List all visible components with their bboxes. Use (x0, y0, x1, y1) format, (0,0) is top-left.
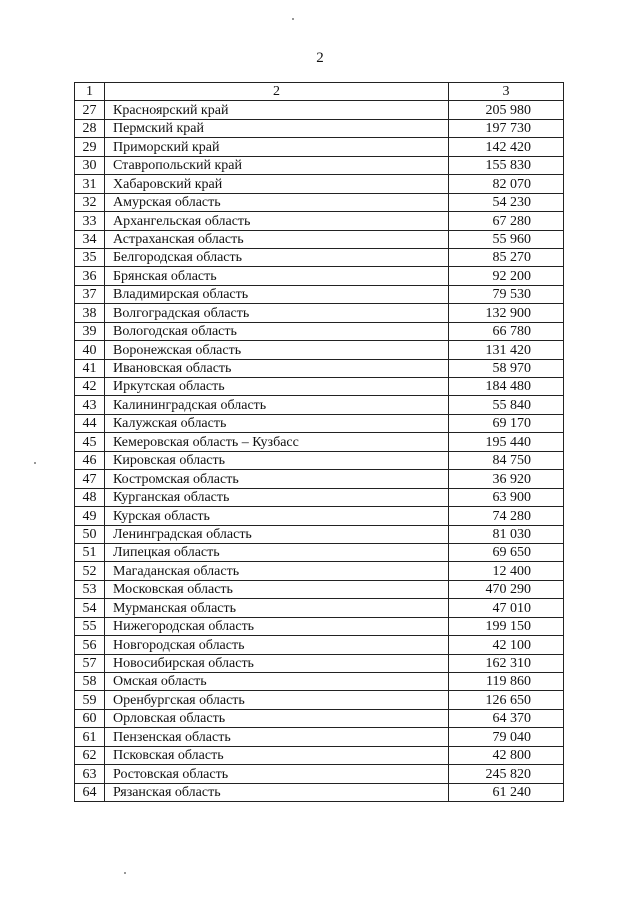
row-region-name: Ставропольский край (105, 156, 449, 174)
row-value: 126 650 (449, 691, 564, 709)
row-number: 50 (75, 525, 105, 543)
row-region-name: Красноярский край (105, 101, 449, 119)
row-region-name: Липецкая область (105, 543, 449, 561)
row-region-name: Хабаровский край (105, 175, 449, 193)
row-region-name: Пермский край (105, 119, 449, 137)
row-number: 28 (75, 119, 105, 137)
table-row (75, 119, 564, 137)
row-region-name: Ивановская область (105, 359, 449, 377)
row-value: 63 900 (449, 488, 564, 506)
row-value: 132 900 (449, 304, 564, 322)
row-region-name: Курская область (105, 507, 449, 525)
row-number: 34 (75, 230, 105, 248)
row-value: 64 370 (449, 709, 564, 727)
table-row (75, 709, 564, 727)
row-value: 61 240 (449, 783, 564, 801)
row-value: 84 750 (449, 451, 564, 469)
row-value: 142 420 (449, 138, 564, 156)
row-value: 67 280 (449, 212, 564, 230)
row-region-name: Новгородская область (105, 636, 449, 654)
row-number: 59 (75, 691, 105, 709)
row-number: 58 (75, 673, 105, 691)
row-region-name: Пензенская область (105, 728, 449, 746)
row-number: 31 (75, 175, 105, 193)
row-number: 64 (75, 783, 105, 801)
table-row (75, 507, 564, 525)
regions-table (74, 82, 564, 802)
row-region-name: Волгоградская область (105, 304, 449, 322)
row-value: 47 010 (449, 599, 564, 617)
row-region-name: Курганская область (105, 488, 449, 506)
row-number: 35 (75, 248, 105, 266)
row-number: 32 (75, 193, 105, 211)
table-row (75, 451, 564, 469)
row-value: 79 530 (449, 285, 564, 303)
table-row (75, 248, 564, 266)
row-value: 42 100 (449, 636, 564, 654)
table-row (75, 617, 564, 635)
row-value: 245 820 (449, 765, 564, 783)
row-number: 63 (75, 765, 105, 783)
row-region-name: Нижегородская область (105, 617, 449, 635)
row-value: 85 270 (449, 248, 564, 266)
row-region-name: Московская область (105, 580, 449, 598)
row-number: 47 (75, 470, 105, 488)
column-header-region: 2 (105, 83, 449, 101)
table-row (75, 599, 564, 617)
row-value: 74 280 (449, 507, 564, 525)
row-region-name: Псковская область (105, 746, 449, 764)
row-region-name: Костромская область (105, 470, 449, 488)
row-region-name: Белгородская область (105, 248, 449, 266)
row-number: 52 (75, 562, 105, 580)
row-number: 42 (75, 378, 105, 396)
row-number: 56 (75, 636, 105, 654)
row-number: 45 (75, 433, 105, 451)
row-number: 38 (75, 304, 105, 322)
row-value: 92 200 (449, 267, 564, 285)
row-value: 69 650 (449, 543, 564, 561)
table-row (75, 654, 564, 672)
row-value: 79 040 (449, 728, 564, 746)
row-number: 33 (75, 212, 105, 230)
row-region-name: Калужская область (105, 414, 449, 432)
row-region-name: Иркутская область (105, 378, 449, 396)
row-value: 155 830 (449, 156, 564, 174)
row-region-name: Амурская область (105, 193, 449, 211)
row-number: 51 (75, 543, 105, 561)
row-value: 470 290 (449, 580, 564, 598)
row-value: 119 860 (449, 673, 564, 691)
row-region-name: Вологодская область (105, 322, 449, 340)
table-row (75, 783, 564, 801)
table-row (75, 156, 564, 174)
table-row (75, 378, 564, 396)
scan-speck (34, 462, 36, 464)
row-region-name: Рязанская область (105, 783, 449, 801)
row-number: 46 (75, 451, 105, 469)
table-row (75, 562, 564, 580)
row-number: 27 (75, 101, 105, 119)
row-region-name: Новосибирская область (105, 654, 449, 672)
row-value: 205 980 (449, 101, 564, 119)
table-row (75, 433, 564, 451)
table-row (75, 285, 564, 303)
row-value: 55 960 (449, 230, 564, 248)
row-value: 195 440 (449, 433, 564, 451)
row-region-name: Брянская область (105, 267, 449, 285)
table-row (75, 341, 564, 359)
row-value: 199 150 (449, 617, 564, 635)
row-number: 37 (75, 285, 105, 303)
row-value: 42 800 (449, 746, 564, 764)
table-header-row (75, 83, 564, 101)
table-row (75, 175, 564, 193)
table-row (75, 470, 564, 488)
row-region-name: Кировская область (105, 451, 449, 469)
row-value: 81 030 (449, 525, 564, 543)
row-region-name: Оренбургская область (105, 691, 449, 709)
row-number: 30 (75, 156, 105, 174)
row-number: 39 (75, 322, 105, 340)
scan-speck (292, 18, 294, 20)
page-number: 2 (316, 50, 324, 66)
row-number: 41 (75, 359, 105, 377)
row-region-name: Воронежская область (105, 341, 449, 359)
row-number: 54 (75, 599, 105, 617)
table-row (75, 746, 564, 764)
scan-speck (124, 872, 126, 874)
column-header-number: 1 (75, 83, 105, 101)
table-row (75, 193, 564, 211)
row-value: 54 230 (449, 193, 564, 211)
row-value: 131 420 (449, 341, 564, 359)
table-row (75, 101, 564, 119)
table-row (75, 359, 564, 377)
row-value: 12 400 (449, 562, 564, 580)
row-number: 61 (75, 728, 105, 746)
table-row (75, 322, 564, 340)
row-region-name: Ленинградская область (105, 525, 449, 543)
table-row (75, 765, 564, 783)
row-number: 44 (75, 414, 105, 432)
row-region-name: Магаданская область (105, 562, 449, 580)
row-number: 40 (75, 341, 105, 359)
row-number: 53 (75, 580, 105, 598)
row-region-name: Мурманская область (105, 599, 449, 617)
row-region-name: Орловская область (105, 709, 449, 727)
row-number: 60 (75, 709, 105, 727)
table-row (75, 396, 564, 414)
row-region-name: Калининградская область (105, 396, 449, 414)
table-row (75, 673, 564, 691)
table-row (75, 212, 564, 230)
table-row (75, 488, 564, 506)
row-region-name: Владимирская область (105, 285, 449, 303)
row-value: 69 170 (449, 414, 564, 432)
row-number: 36 (75, 267, 105, 285)
row-value: 197 730 (449, 119, 564, 137)
row-region-name: Архангельская область (105, 212, 449, 230)
row-value: 162 310 (449, 654, 564, 672)
row-number: 57 (75, 654, 105, 672)
table-row (75, 691, 564, 709)
row-number: 43 (75, 396, 105, 414)
column-header-value: 3 (449, 83, 564, 101)
table-row (75, 267, 564, 285)
table-row (75, 580, 564, 598)
row-value: 66 780 (449, 322, 564, 340)
row-region-name: Омская область (105, 673, 449, 691)
row-value: 55 840 (449, 396, 564, 414)
row-number: 55 (75, 617, 105, 635)
row-number: 48 (75, 488, 105, 506)
row-number: 62 (75, 746, 105, 764)
table-row (75, 414, 564, 432)
table-row (75, 138, 564, 156)
table-row (75, 230, 564, 248)
table-row (75, 304, 564, 322)
row-region-name: Астраханская область (105, 230, 449, 248)
row-value: 82 070 (449, 175, 564, 193)
row-value: 36 920 (449, 470, 564, 488)
table-row (75, 728, 564, 746)
row-region-name: Приморский край (105, 138, 449, 156)
table-row (75, 636, 564, 654)
row-region-name: Кемеровская область – Кузбасс (105, 433, 449, 451)
row-number: 29 (75, 138, 105, 156)
row-value: 184 480 (449, 378, 564, 396)
row-value: 58 970 (449, 359, 564, 377)
table-row (75, 543, 564, 561)
table-row (75, 525, 564, 543)
row-region-name: Ростовская область (105, 765, 449, 783)
row-number: 49 (75, 507, 105, 525)
